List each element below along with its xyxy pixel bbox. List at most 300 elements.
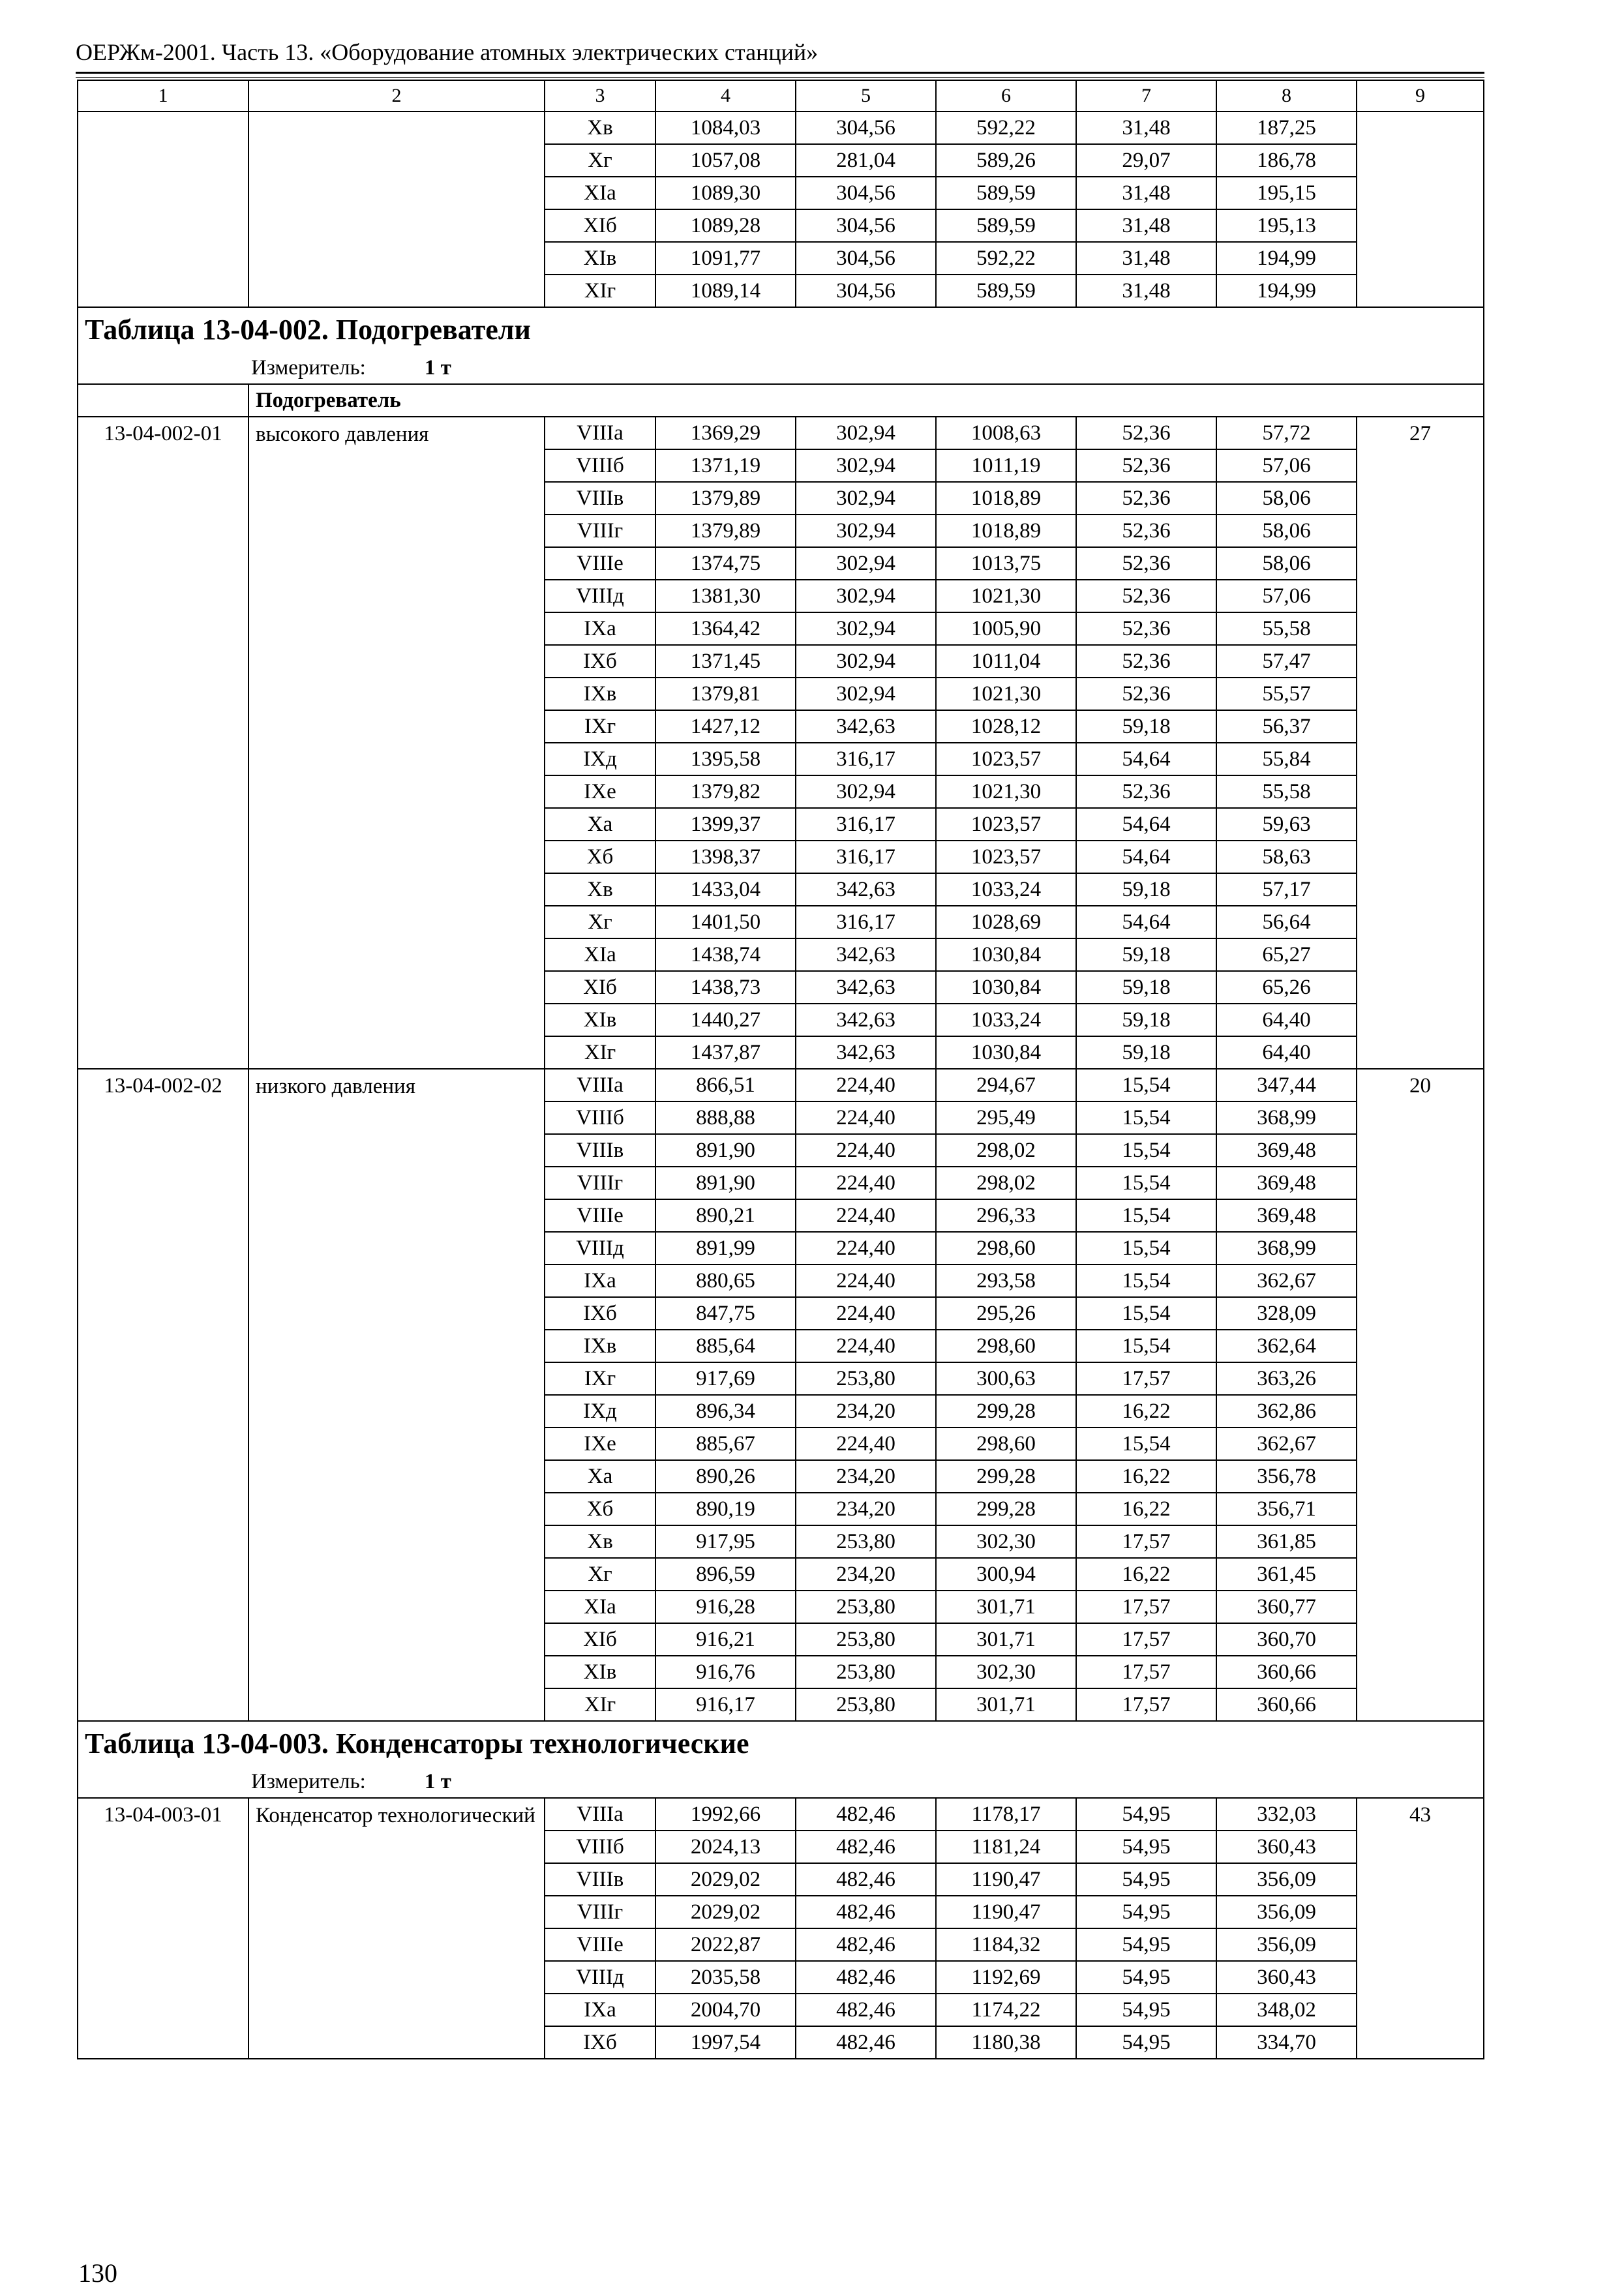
table-cell: 31,48 (1076, 112, 1216, 144)
table-cell: 58,63 (1216, 841, 1357, 873)
table-cell: Xг (545, 144, 655, 177)
table-cell: 1018,89 (936, 515, 1076, 547)
table-cell: 15,54 (1076, 1428, 1216, 1460)
table-cell: VIIIа (545, 1069, 655, 1101)
meter-label: Измеритель: (251, 1769, 366, 1793)
table-cell: 1005,90 (936, 612, 1076, 645)
code-cell (78, 112, 248, 307)
table-cell: IXа (545, 1264, 655, 1297)
table-cell: 224,40 (796, 1134, 936, 1167)
meter-unit: 1 т (424, 1769, 451, 1793)
column-number: 7 (1076, 80, 1216, 112)
table-cell: 2035,58 (655, 1961, 796, 1994)
table-cell: 1364,42 (655, 612, 796, 645)
table-cell: 885,64 (655, 1330, 796, 1362)
rate-name: низкого давления (248, 1069, 545, 1721)
table-cell: 57,47 (1216, 645, 1357, 678)
table-cell: 916,17 (655, 1688, 796, 1721)
table-cell: 360,66 (1216, 1688, 1357, 1721)
table-cell: 316,17 (796, 906, 936, 938)
table-cell: 890,19 (655, 1493, 796, 1525)
table-cell: 304,56 (796, 177, 936, 209)
table-cell: 482,46 (796, 1896, 936, 1928)
table-cell: 896,59 (655, 1558, 796, 1591)
table-cell: VIIIг (545, 515, 655, 547)
code-cell (78, 384, 248, 417)
table-cell: 356,71 (1216, 1493, 1357, 1525)
table-cell: VIIIе (545, 547, 655, 580)
table-cell: 1371,19 (655, 449, 796, 482)
table-cell: 54,95 (1076, 1831, 1216, 1863)
table-cell: 253,80 (796, 1656, 936, 1688)
table-cell: 1018,89 (936, 482, 1076, 515)
table-cell: 328,09 (1216, 1297, 1357, 1330)
rate-code: 13-04-002-02 (78, 1069, 248, 1721)
table-cell: VIIIд (545, 1232, 655, 1264)
table-cell: 52,36 (1076, 645, 1216, 678)
table-cell: 1379,82 (655, 775, 796, 808)
table-cell: VIIIб (545, 449, 655, 482)
table-cell: 59,18 (1076, 710, 1216, 743)
table-cell: 298,02 (936, 1134, 1076, 1167)
table-cell: 253,80 (796, 1623, 936, 1656)
table-cell: VIIIа (545, 1798, 655, 1831)
table-title-row (78, 307, 1484, 352)
table-cell: 362,64 (1216, 1330, 1357, 1362)
rate-code: 13-04-002-01 (78, 417, 248, 1069)
table-cell: VIIIд (545, 1961, 655, 1994)
table-cell: 58,06 (1216, 482, 1357, 515)
page-number: 130 (78, 2258, 117, 2288)
table-cell: 482,46 (796, 2026, 936, 2059)
table-cell: 187,25 (1216, 112, 1357, 144)
table-cell: 1023,57 (936, 743, 1076, 775)
table-cell: IXд (545, 1395, 655, 1428)
table-cell: 302,94 (796, 547, 936, 580)
table-cell: 1091,77 (655, 242, 796, 275)
table-cell: 1174,22 (936, 1994, 1076, 2026)
table-cell: VIIIг (545, 1896, 655, 1928)
table-cell: 195,15 (1216, 177, 1357, 209)
table-cell: XIг (545, 1688, 655, 1721)
table-cell: 302,94 (796, 775, 936, 808)
table-cell: 360,43 (1216, 1831, 1357, 1863)
table-cell: 224,40 (796, 1297, 936, 1330)
table-cell: 302,94 (796, 482, 936, 515)
table-cell: 1440,27 (655, 1004, 796, 1036)
table-cell: 281,04 (796, 144, 936, 177)
table-cell: 891,90 (655, 1167, 796, 1199)
table-cell: 65,26 (1216, 971, 1357, 1004)
table-cell: 52,36 (1076, 482, 1216, 515)
table-cell: 1021,30 (936, 775, 1076, 808)
table-cell: 1180,38 (936, 2026, 1076, 2059)
meter-row (78, 1765, 1484, 1798)
meter-cell (78, 352, 1484, 384)
table-cell: 362,86 (1216, 1395, 1357, 1428)
table-cell: 29,07 (1076, 144, 1216, 177)
table-cell: 59,18 (1076, 873, 1216, 906)
table-cell: 1030,84 (936, 1036, 1076, 1069)
table-cell: 52,36 (1076, 515, 1216, 547)
table-cell: Xв (545, 873, 655, 906)
table-cell: 589,59 (936, 177, 1076, 209)
table-cell: 1178,17 (936, 1798, 1076, 1831)
table-title-row (78, 1721, 1484, 1765)
table-cell: 15,54 (1076, 1232, 1216, 1264)
table-cell: 54,95 (1076, 1798, 1216, 1831)
table-cell: 342,63 (796, 873, 936, 906)
table-cell: 482,46 (796, 1798, 936, 1831)
table-cell: 301,71 (936, 1688, 1076, 1721)
table-cell: 482,46 (796, 1831, 936, 1863)
table-cell: 52,36 (1076, 449, 1216, 482)
table-cell: 59,18 (1076, 1036, 1216, 1069)
table-cell: 302,94 (796, 645, 936, 678)
table-cell: 224,40 (796, 1330, 936, 1362)
table-cell: 1992,66 (655, 1798, 796, 1831)
table-cell: 302,94 (796, 449, 936, 482)
table-cell: 54,95 (1076, 1961, 1216, 1994)
table-cell: 298,60 (936, 1232, 1076, 1264)
table-cell: 65,27 (1216, 938, 1357, 971)
table-cell: 54,64 (1076, 841, 1216, 873)
table-cell: 1379,81 (655, 678, 796, 710)
table-cell: 57,17 (1216, 873, 1357, 906)
table-cell: 1030,84 (936, 938, 1076, 971)
table-cell: 896,34 (655, 1395, 796, 1428)
table-cell: 302,30 (936, 1656, 1076, 1688)
column-number: 2 (248, 80, 545, 112)
table-cell: 342,63 (796, 971, 936, 1004)
table-cell: 54,95 (1076, 1863, 1216, 1896)
table-cell: 362,67 (1216, 1428, 1357, 1460)
table-cell: 15,54 (1076, 1297, 1216, 1330)
table-cell: 1013,75 (936, 547, 1076, 580)
table-cell: 295,49 (936, 1101, 1076, 1134)
table-cell: 186,78 (1216, 144, 1357, 177)
table-cell: 52,36 (1076, 547, 1216, 580)
table-cell: 234,20 (796, 1558, 936, 1591)
table-cell: VIIIд (545, 580, 655, 612)
meter-label: Измеритель: (251, 355, 366, 380)
table-cell: 356,09 (1216, 1928, 1357, 1961)
table-cell: Xа (545, 808, 655, 841)
table-cell: 880,65 (655, 1264, 796, 1297)
table-cell: 31,48 (1076, 177, 1216, 209)
table-cell: 56,37 (1216, 710, 1357, 743)
table-cell: 368,99 (1216, 1232, 1357, 1264)
table-cell: 52,36 (1076, 417, 1216, 449)
table-cell: IXа (545, 612, 655, 645)
table-cell: 1997,54 (655, 2026, 796, 2059)
table-cell: VIIIа (545, 417, 655, 449)
table-cell: 52,36 (1076, 612, 1216, 645)
table-cell: 2004,70 (655, 1994, 796, 2026)
table-cell: 482,46 (796, 1994, 936, 2026)
table-cell: 302,94 (796, 612, 936, 645)
table-cell: 17,57 (1076, 1656, 1216, 1688)
table-cell: 302,94 (796, 678, 936, 710)
rate-name: Конденсатор технологический (248, 1798, 545, 2059)
table-cell: 295,26 (936, 1297, 1076, 1330)
table-cell: 347,44 (1216, 1069, 1357, 1101)
table-title: Таблица 13-04-002. Подогреватели (78, 307, 1484, 352)
table-cell: 1021,30 (936, 678, 1076, 710)
table-cell: 299,28 (936, 1493, 1076, 1525)
table-cell: IXа (545, 1994, 655, 2026)
table-cell: 1399,37 (655, 808, 796, 841)
table-cell: 369,48 (1216, 1199, 1357, 1232)
table-cell: 15,54 (1076, 1134, 1216, 1167)
table-cell: 482,46 (796, 1863, 936, 1896)
table-cell: 57,72 (1216, 417, 1357, 449)
note-cell (1357, 112, 1484, 307)
table-cell: 15,54 (1076, 1069, 1216, 1101)
table-cell: 589,26 (936, 144, 1076, 177)
table-cell: IXб (545, 645, 655, 678)
table-cell: 234,20 (796, 1493, 936, 1525)
table-cell: Xв (545, 1525, 655, 1558)
table-cell: 589,59 (936, 275, 1076, 307)
table-cell: 55,58 (1216, 612, 1357, 645)
column-number: 8 (1216, 80, 1357, 112)
table-cell: 2029,02 (655, 1896, 796, 1928)
table-cell: 1401,50 (655, 906, 796, 938)
table-cell: 1438,73 (655, 971, 796, 1004)
table-cell: 52,36 (1076, 775, 1216, 808)
table-cell: 360,43 (1216, 1961, 1357, 1994)
table-cell: XIа (545, 938, 655, 971)
table-cell: 59,63 (1216, 808, 1357, 841)
table-cell: 917,69 (655, 1362, 796, 1395)
table-cell: 891,99 (655, 1232, 796, 1264)
meter-unit: 1 т (424, 355, 451, 380)
table-cell: 362,67 (1216, 1264, 1357, 1297)
table-cell: 31,48 (1076, 209, 1216, 242)
group-header-row (78, 384, 1484, 417)
table-cell: 1089,30 (655, 177, 796, 209)
table-cell: 356,09 (1216, 1896, 1357, 1928)
table-cell: XIг (545, 275, 655, 307)
table-cell: 300,63 (936, 1362, 1076, 1395)
table-cell: 888,88 (655, 1101, 796, 1134)
table-cell: 296,33 (936, 1199, 1076, 1232)
table-cell: 363,26 (1216, 1362, 1357, 1395)
column-number: 6 (936, 80, 1076, 112)
table-cell: 1369,29 (655, 417, 796, 449)
table-cell: VIIIв (545, 1863, 655, 1896)
table-cell: 17,57 (1076, 1623, 1216, 1656)
table-cell: 1381,30 (655, 580, 796, 612)
table-cell: VIIIе (545, 1928, 655, 1961)
table-cell: 1427,12 (655, 710, 796, 743)
table-cell: 356,09 (1216, 1863, 1357, 1896)
table-cell: VIIIв (545, 1134, 655, 1167)
table-cell: 54,64 (1076, 808, 1216, 841)
table-cell: VIIIб (545, 1101, 655, 1134)
table-cell: 1181,24 (936, 1831, 1076, 1863)
table-cell: 64,40 (1216, 1036, 1357, 1069)
table-cell: 1433,04 (655, 873, 796, 906)
table-cell: XIб (545, 1623, 655, 1656)
table-cell: IXв (545, 1330, 655, 1362)
table-cell: 592,22 (936, 242, 1076, 275)
table-cell: 16,22 (1076, 1558, 1216, 1591)
table-cell: 224,40 (796, 1428, 936, 1460)
rate-note: 20 (1357, 1069, 1484, 1721)
table-cell: 299,28 (936, 1460, 1076, 1493)
table-cell: 361,85 (1216, 1525, 1357, 1558)
table-cell: 1023,57 (936, 841, 1076, 873)
table-cell: 1023,57 (936, 808, 1076, 841)
table-cell: IXг (545, 1362, 655, 1395)
table-cell: 57,06 (1216, 580, 1357, 612)
table-cell: 847,75 (655, 1297, 796, 1330)
table-cell: 1021,30 (936, 580, 1076, 612)
table-cell: XIв (545, 1004, 655, 1036)
table-cell: IXб (545, 2026, 655, 2059)
table-cell: Xб (545, 1493, 655, 1525)
table-cell: IXе (545, 775, 655, 808)
table-cell: 316,17 (796, 841, 936, 873)
table-cell: 1374,75 (655, 547, 796, 580)
table-cell: 16,22 (1076, 1395, 1216, 1428)
table-cell: 342,63 (796, 710, 936, 743)
table-cell: 2029,02 (655, 1863, 796, 1896)
table-cell: 224,40 (796, 1232, 936, 1264)
table-cell: Xг (545, 1558, 655, 1591)
table-cell: 17,57 (1076, 1362, 1216, 1395)
table-cell: 348,02 (1216, 1994, 1357, 2026)
table-cell: XIб (545, 209, 655, 242)
table-cell: 58,06 (1216, 515, 1357, 547)
table-cell: 1379,89 (655, 515, 796, 547)
table-cell: 224,40 (796, 1167, 936, 1199)
table-cell: 360,70 (1216, 1623, 1357, 1656)
table-cell: 224,40 (796, 1199, 936, 1232)
table-cell: XIв (545, 1656, 655, 1688)
table-cell: 16,22 (1076, 1493, 1216, 1525)
table-cell: 59,18 (1076, 938, 1216, 971)
table-cell: XIб (545, 971, 655, 1004)
group-header: Подогреватель (248, 384, 1484, 417)
table-cell: 1089,28 (655, 209, 796, 242)
table-cell: 1028,69 (936, 906, 1076, 938)
table-cell: 1033,24 (936, 1004, 1076, 1036)
table-cell: 294,67 (936, 1069, 1076, 1101)
table-cell: VIIIб (545, 1831, 655, 1863)
table-cell: 54,95 (1076, 1896, 1216, 1928)
table-cell: 54,95 (1076, 1994, 1216, 2026)
table-cell: 1030,84 (936, 971, 1076, 1004)
table-title: Таблица 13-04-003. Конденсаторы технологические (78, 1721, 1484, 1765)
table-cell: 592,22 (936, 112, 1076, 144)
table-cell: 316,17 (796, 743, 936, 775)
table-cell: 361,45 (1216, 1558, 1357, 1591)
name-cell (248, 112, 545, 307)
table-cell: 2022,87 (655, 1928, 796, 1961)
table-cell: Xа (545, 1460, 655, 1493)
table-cell: 195,13 (1216, 209, 1357, 242)
rate-code: 13-04-003-01 (78, 1798, 248, 2059)
table-row (78, 1069, 1484, 1101)
table-cell: 298,60 (936, 1428, 1076, 1460)
table-cell: 1057,08 (655, 144, 796, 177)
column-number: 4 (655, 80, 796, 112)
table-cell: 301,71 (936, 1623, 1076, 1656)
header-rule (76, 72, 1484, 74)
table-cell: 52,36 (1076, 580, 1216, 612)
table-cell: 1371,45 (655, 645, 796, 678)
table-cell: 1379,89 (655, 482, 796, 515)
table-cell: 1190,47 (936, 1896, 1076, 1928)
table-cell: 368,99 (1216, 1101, 1357, 1134)
table-cell: 54,64 (1076, 906, 1216, 938)
table-cell: 17,57 (1076, 1688, 1216, 1721)
table-cell: XIг (545, 1036, 655, 1069)
column-number: 9 (1357, 80, 1484, 112)
table-cell: 59,18 (1076, 971, 1216, 1004)
table-cell: 304,56 (796, 242, 936, 275)
table-cell: 1192,69 (936, 1961, 1076, 1994)
table-cell: 15,54 (1076, 1101, 1216, 1134)
table-cell: 55,84 (1216, 743, 1357, 775)
table-row (78, 112, 1484, 144)
table-cell: 2024,13 (655, 1831, 796, 1863)
table-cell: 1398,37 (655, 841, 796, 873)
table-cell: 334,70 (1216, 2026, 1357, 2059)
table-cell: Xв (545, 112, 655, 144)
table-cell: IXг (545, 710, 655, 743)
table-cell: 224,40 (796, 1264, 936, 1297)
table-cell: 234,20 (796, 1460, 936, 1493)
table-cell: 302,94 (796, 515, 936, 547)
table-cell: 253,80 (796, 1591, 936, 1623)
table-cell: 253,80 (796, 1525, 936, 1558)
table-cell: 356,78 (1216, 1460, 1357, 1493)
table-cell: 56,64 (1216, 906, 1357, 938)
table-cell: 1028,12 (936, 710, 1076, 743)
table-cell: IXе (545, 1428, 655, 1460)
table-cell: VIIIе (545, 1199, 655, 1232)
column-number: 1 (78, 80, 248, 112)
table-cell: 589,59 (936, 209, 1076, 242)
table-cell: 866,51 (655, 1069, 796, 1101)
table-cell: 1084,03 (655, 112, 796, 144)
table-cell: 482,46 (796, 1961, 936, 1994)
table-cell: 194,99 (1216, 242, 1357, 275)
table-cell: 52,36 (1076, 678, 1216, 710)
table-cell: 298,60 (936, 1330, 1076, 1362)
table-cell: 1190,47 (936, 1863, 1076, 1896)
table-cell: IXв (545, 678, 655, 710)
table-cell: XIв (545, 242, 655, 275)
table-cell: 1089,14 (655, 275, 796, 307)
table-cell: 1008,63 (936, 417, 1076, 449)
header-rule-thin (76, 77, 1484, 78)
table-cell: VIIIв (545, 482, 655, 515)
table-row (78, 1798, 1484, 1831)
table-cell: 304,56 (796, 275, 936, 307)
table-cell: 302,30 (936, 1525, 1076, 1558)
table-cell: 1011,19 (936, 449, 1076, 482)
table-cell: 17,57 (1076, 1525, 1216, 1558)
table-cell: 369,48 (1216, 1167, 1357, 1199)
table-cell: 55,57 (1216, 678, 1357, 710)
table-cell: 31,48 (1076, 242, 1216, 275)
table-cell: 253,80 (796, 1362, 936, 1395)
